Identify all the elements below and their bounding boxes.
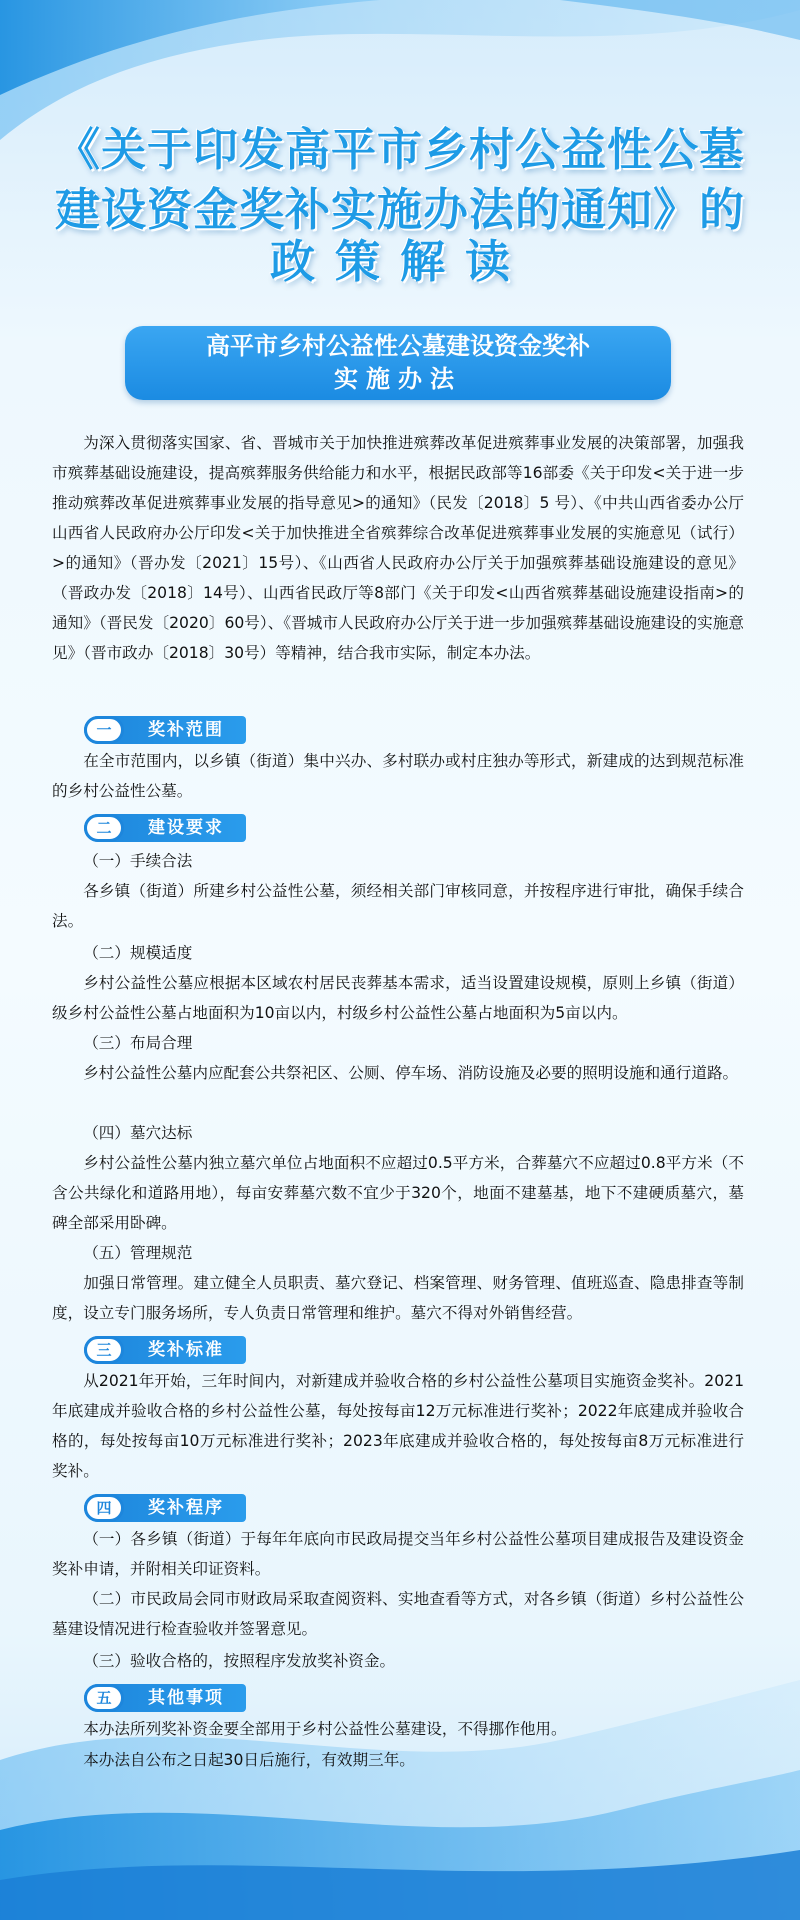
- paragraph-procedures: 各乡镇（街道）所建乡村公益性公墓，须经相关部门审核同意，并按程序进行审批，确保手续合法。: [52, 882, 744, 930]
- section4-paragraph-1: （一）各乡镇（街道）于每年年底向市民政局提交当年乡村公益性公墓项目建成报告及建设资金奖补申请，并附相关印证资料。: [52, 1530, 744, 1578]
- intro-paragraph: 为深入贯彻落实国家、省、晋城市关于加快推进殡葬改革促进殡葬事业发展的决策部署，加强我市殡葬基础设施建设，提高殡葬服务供给能力和水平，根据民政部等16部委《关于印发<关于进一步推动殡葬改革促进殡葬事业发展的指导意见>的通知》（民发〔2018〕5 号）、《中共山西省委办公厅 山西省人民政府办公厅印发<关于加快推进全省殡葬综合改革促进殡葬事业发展的实施意见（试行）>的通知》（晋办发〔2021〕15号）、《山西省人民政府办公厅关于加强殡葬基础设施建设的意见》（晋政办发〔2018〕14号）、山西省民政厅等8部门《关于印发<山西省殡葬基础设施建设指南>的通知》（晋民发〔2020〕60号）、《晋城市人民政府办公厅关于进一步加强殡葬基础设施建设的实施意见》（晋市政办〔2018〕30号）等精神，结合我市实际，制定本办法。: [52, 434, 744, 662]
- document-title-line1: 《关于印发高平市乡村公益性公墓: [54, 123, 745, 176]
- subtitle-line1: 高平市乡村公益性公墓建设资金奖补: [206, 332, 590, 360]
- section-number: 五: [84, 1684, 124, 1712]
- section-number: 三: [84, 1336, 124, 1364]
- subheading-tomb-standard: （四）墓穴达标: [83, 1124, 193, 1142]
- section-label: 奖补标准: [148, 1340, 224, 1360]
- subheading-scale: （二）规模适度: [83, 944, 193, 962]
- section3-paragraph: 从2021年开始，三年时间内，对新建成并验收合格的乡村公益性公墓项目实施资金奖补。2021年底建成并验收合格的乡村公益性公墓，每处按每亩12万元标准进行奖补；2022年底建成并验收合格的，每处按每亩10万元标准进行奖补；2023年底建成并验收合格的，每处按每亩8万元标准进行奖补。: [52, 1372, 744, 1480]
- section-number: 一: [84, 716, 124, 744]
- section-heading-1: [84, 716, 246, 744]
- section-heading-2: [84, 814, 246, 842]
- subtitle-line2: 实施办法: [334, 365, 462, 393]
- section4-paragraph-2: （二）市民政局会同市财政局采取查阅资料、实地查看等方式，对各乡镇（街道）乡村公益性公墓建设情况进行检查验收并签署意见。: [52, 1590, 744, 1638]
- paragraph-management: 加强日常管理。建立健全人员职责、墓穴登记、档案管理、财务管理、值班巡查、隐患排查等制度，设立专门服务场所，专人负责日常管理和维护。墓穴不得对外销售经营。: [52, 1274, 744, 1322]
- subtitle-banner: [125, 326, 671, 400]
- section-label: 建设要求: [148, 818, 224, 838]
- section4-paragraph-3: （三）验收合格的，按照程序发放奖补资金。: [83, 1652, 396, 1670]
- section-heading-4: [84, 1494, 246, 1522]
- section1-paragraph: 在全市范围内，以乡镇（街道）集中兴办、多村联办或村庄独办等形式，新建成的达到规范标准的乡村公益性公墓。: [52, 752, 744, 800]
- section-heading-5: [84, 1684, 246, 1712]
- subheading-management: （五）管理规范: [83, 1244, 193, 1262]
- paragraph-scale: 乡村公益性公墓应根据本区域农村居民丧葬基本需求，适当设置建设规模，原则上乡镇（街道）级乡村公益性公墓占地面积为10亩以内，村级乡村公益性公墓占地面积为5亩以内。: [52, 974, 744, 1022]
- section-label: 奖补程序: [148, 1498, 224, 1518]
- document-title-line2: 建设资金奖补实施办法的通知》的: [54, 183, 745, 236]
- section5-paragraph-1: 本办法所列奖补资金要全部用于乡村公益性公墓建设，不得挪作他用。: [83, 1720, 567, 1738]
- section-heading-3: [84, 1336, 246, 1364]
- section-number: 二: [84, 814, 124, 842]
- section-label: 其他事项: [148, 1688, 224, 1708]
- subheading-procedures: （一）手续合法: [83, 852, 193, 870]
- paragraph-tomb-standard: 乡村公益性公墓内独立墓穴单位占地面积不应超过0.5平方米，合葬墓穴不应超过0.8平方米（不含公共绿化和道路用地），每亩安葬墓穴数不宜少于320个，地面不建墓基，地下不建硬质墓穴，墓碑全部采用卧碑。: [52, 1154, 744, 1232]
- section-number: 四: [84, 1494, 124, 1522]
- section-label: 奖补范围: [148, 720, 224, 740]
- subheading-layout: （三）布局合理: [83, 1034, 193, 1052]
- section5-paragraph-2: 本办法自公布之日起30日后施行，有效期三年。: [83, 1751, 415, 1769]
- document-title-line3: 政策解读: [269, 235, 530, 288]
- paragraph-layout: 乡村公益性公墓内应配套公共祭祀区、公厕、停车场、消防设施及必要的照明设施和通行道路。: [83, 1064, 739, 1082]
